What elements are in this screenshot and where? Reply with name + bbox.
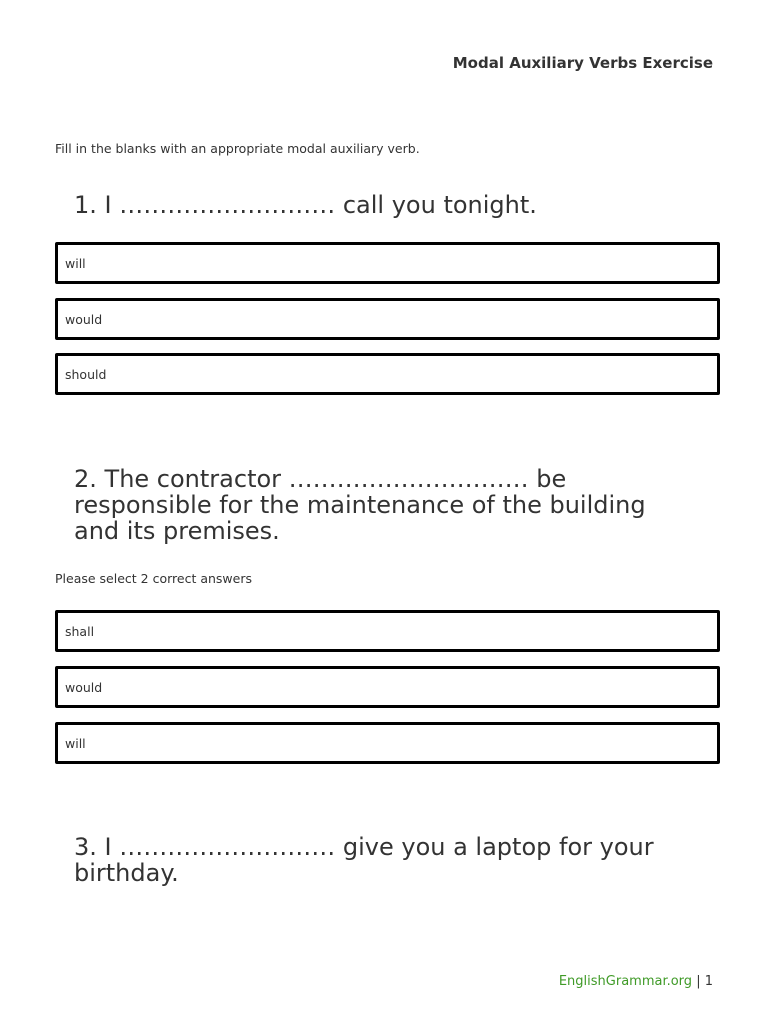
- question-3: 3. I ……………………… give you a laptop for your birthday.: [74, 833, 654, 887]
- option-would[interactable]: [55, 298, 720, 340]
- option-label: will: [65, 255, 86, 271]
- question-2: 2. The contractor ………………………… be responsible for the maintenance of the building and its premises.: [74, 465, 646, 545]
- footer-separator: |: [692, 974, 705, 989]
- footer: [559, 974, 713, 989]
- option-will[interactable]: [55, 722, 720, 764]
- option-label: will: [65, 735, 86, 751]
- page-title: Modal Auxiliary Verbs Exercise: [452, 54, 713, 72]
- option-label: would: [65, 679, 103, 695]
- option-will[interactable]: [55, 242, 720, 284]
- page-number: 1: [704, 974, 713, 989]
- instructions: Fill in the blanks with an appropriate modal auxiliary verb.: [55, 141, 420, 156]
- option-label: should: [65, 366, 107, 382]
- footer-brand-link[interactable]: EnglishGrammar.org: [558, 974, 693, 989]
- option-label: would: [65, 311, 103, 327]
- option-would[interactable]: [55, 666, 720, 708]
- option-shall[interactable]: [55, 610, 720, 652]
- option-label: shall: [65, 623, 95, 639]
- select-note: Please select 2 correct answers: [55, 571, 252, 586]
- question-1: 1. I ……………………… call you tonight.: [74, 191, 537, 219]
- option-should[interactable]: [55, 353, 720, 395]
